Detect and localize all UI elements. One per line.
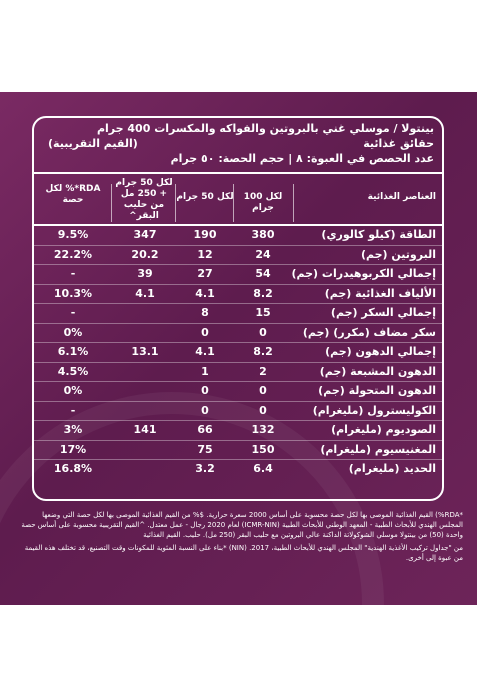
table-row: [34, 226, 442, 246]
value-per-50g: 3.2: [195, 462, 215, 475]
table-row: [34, 421, 442, 441]
nutrient-name: الدهون المشبعة (جم): [319, 364, 436, 378]
col-divider: [175, 184, 176, 222]
value-per-100g: 0: [259, 384, 267, 397]
table-row: [34, 460, 442, 479]
value-rda: -: [70, 306, 76, 319]
col-divider: [111, 184, 112, 222]
table-row: [34, 343, 442, 363]
value-per-50g-milk: 20.2: [131, 247, 159, 261]
col-nutrient: العناصر الغذائية: [367, 192, 436, 202]
value-per-100g: 0: [259, 403, 267, 417]
value-per-100g: 24: [255, 247, 271, 261]
value-rda: -: [70, 403, 76, 417]
value-per-50g: 190: [193, 228, 217, 241]
value-per-50g: 27: [197, 267, 213, 280]
value-per-100g: 8.2: [253, 286, 273, 300]
value-per-50g: 0: [201, 403, 209, 417]
value-per-50g: 0: [201, 325, 209, 339]
value-per-100g: 2: [259, 364, 267, 378]
table-row: [34, 246, 442, 266]
table-row: [34, 285, 442, 305]
value-rda: -: [70, 267, 76, 280]
nutrient-name: البروتين (جم): [360, 247, 436, 261]
value-per-50g: 66: [197, 423, 213, 436]
nutrient-name: إجمالي الدهون (جم): [325, 345, 436, 358]
value-rda: 17%: [59, 442, 87, 456]
column-headers: [34, 174, 442, 224]
footnotes: [18, 510, 463, 566]
nutrient-name: إجمالي السكر (جم): [330, 306, 436, 319]
value-rda: 16.8%: [53, 462, 93, 475]
nutrient-name: الدهون المتحولة (جم): [318, 384, 436, 397]
value-per-50g: 75: [197, 442, 213, 456]
value-per-50g-milk: 4.1: [135, 286, 155, 300]
table-row: [34, 304, 442, 324]
col-divider: [293, 184, 294, 222]
value-per-50g: 4.1: [195, 345, 215, 358]
value-rda: 0%: [63, 325, 83, 339]
col-per-100g: لكل 100 جرام: [243, 192, 283, 213]
value-per-50g-milk: 13.1: [131, 345, 159, 358]
nutrient-name: الحديد (مليغرام): [348, 462, 436, 475]
value-per-50g-milk: 39: [137, 267, 153, 280]
nutrient-name: إجمالي الكربوهيدرات (جم): [291, 267, 436, 280]
nutrition-table: [34, 226, 442, 479]
value-per-50g-milk: 141: [133, 423, 157, 436]
value-rda: 6.1%: [57, 345, 89, 358]
col-divider: [233, 184, 234, 222]
value-per-100g: 0: [259, 325, 267, 339]
value-per-100g: 15: [255, 306, 271, 319]
col-per-50g: لكل 50 جرام: [176, 192, 234, 202]
nutrient-name: الصوديوم (مليغرام): [331, 423, 436, 436]
value-rda: 0%: [63, 384, 83, 397]
value-per-50g: 1: [201, 364, 209, 378]
value-per-100g: 150: [251, 442, 275, 456]
value-per-50g: 0: [201, 384, 209, 397]
value-per-50g: 4.1: [195, 286, 215, 300]
nutrient-name: سكر مضاف (مكرر) (جم): [302, 325, 436, 339]
table-row: [34, 324, 442, 344]
nutrient-name: الألياف الغذائية (جم): [324, 286, 436, 300]
value-per-100g: 8.2: [253, 345, 273, 358]
nutrition-facts-heading: حقائق غذائية: [363, 137, 434, 150]
label-panel: [0, 92, 477, 605]
value-rda: 3%: [63, 423, 83, 436]
value-rda: 10.3%: [53, 286, 93, 300]
footnote: *RDA%) القيم الغذائية الموصى بها لكل حصة محسوبة على أساس 2000 سعرة حرارية. $% من القيم الغذائية الموصى بها لكل حصة التي وضعها المجلس الهندي للأبحاث الطبية - المعهد الوطني للأبحاث الطبية (ICMR-NIN) لعام 2020 رجال - عمل معتدل. ^القيم التقريبية محسوبة على أساس حصة واحدة (50) من بينتولا موسلي الشوكولاتة الداكنة عالي البروتين مع حليب البقر (250 مل). حليب. القيم الغذائية: [21, 511, 463, 539]
servings-info: عدد الحصص في العبوة: ٨ | حجم الحصة: ٥٠ جرام: [170, 152, 434, 165]
value-per-100g: 54: [255, 267, 271, 280]
table-row: [34, 363, 442, 383]
table-row: [34, 382, 442, 402]
value-rda: 9.5%: [57, 228, 89, 241]
product-title: بينتولا / موسلي غني بالبروتين والفواكه والمكسرات 400 جرام: [96, 122, 434, 135]
col-per-50g-milk: لكل 50 جرام + 250 مل من حليب البقر^: [115, 178, 173, 221]
value-per-50g: 12: [197, 247, 213, 261]
table-row: [34, 265, 442, 285]
value-rda: 4.5%: [57, 364, 89, 378]
nutrient-name: الكوليسترول (مليغرام): [312, 403, 436, 417]
footnote: من "جداول تركيب الأغذية الهندية" المجلس الهندي للأبحاث الطبية، 2017. (NIN) *بناء على النسبة المئوية للمكونات وقت التصنيع، قد تختلف هذه القيمة من عبوة إلى أخرى.: [24, 544, 463, 562]
value-per-50g: 8: [201, 306, 209, 319]
table-row: [34, 441, 442, 461]
nutrient-name: الطاقة (كيلو كالوري): [321, 228, 436, 241]
value-rda: 22.2%: [53, 247, 93, 261]
value-per-100g: 6.4: [253, 462, 273, 475]
value-per-100g: 132: [251, 423, 275, 436]
approx-values-note: (القيم التقريبية): [48, 137, 138, 150]
value-per-100g: 380: [251, 228, 275, 241]
nutrient-name: المغنيسيوم (مليغرام): [320, 442, 436, 456]
col-rda: RDA*% لكل حصة: [45, 184, 101, 205]
value-per-50g-milk: 347: [133, 228, 157, 241]
nutrition-facts-card: [32, 116, 444, 501]
table-row: [34, 402, 442, 422]
